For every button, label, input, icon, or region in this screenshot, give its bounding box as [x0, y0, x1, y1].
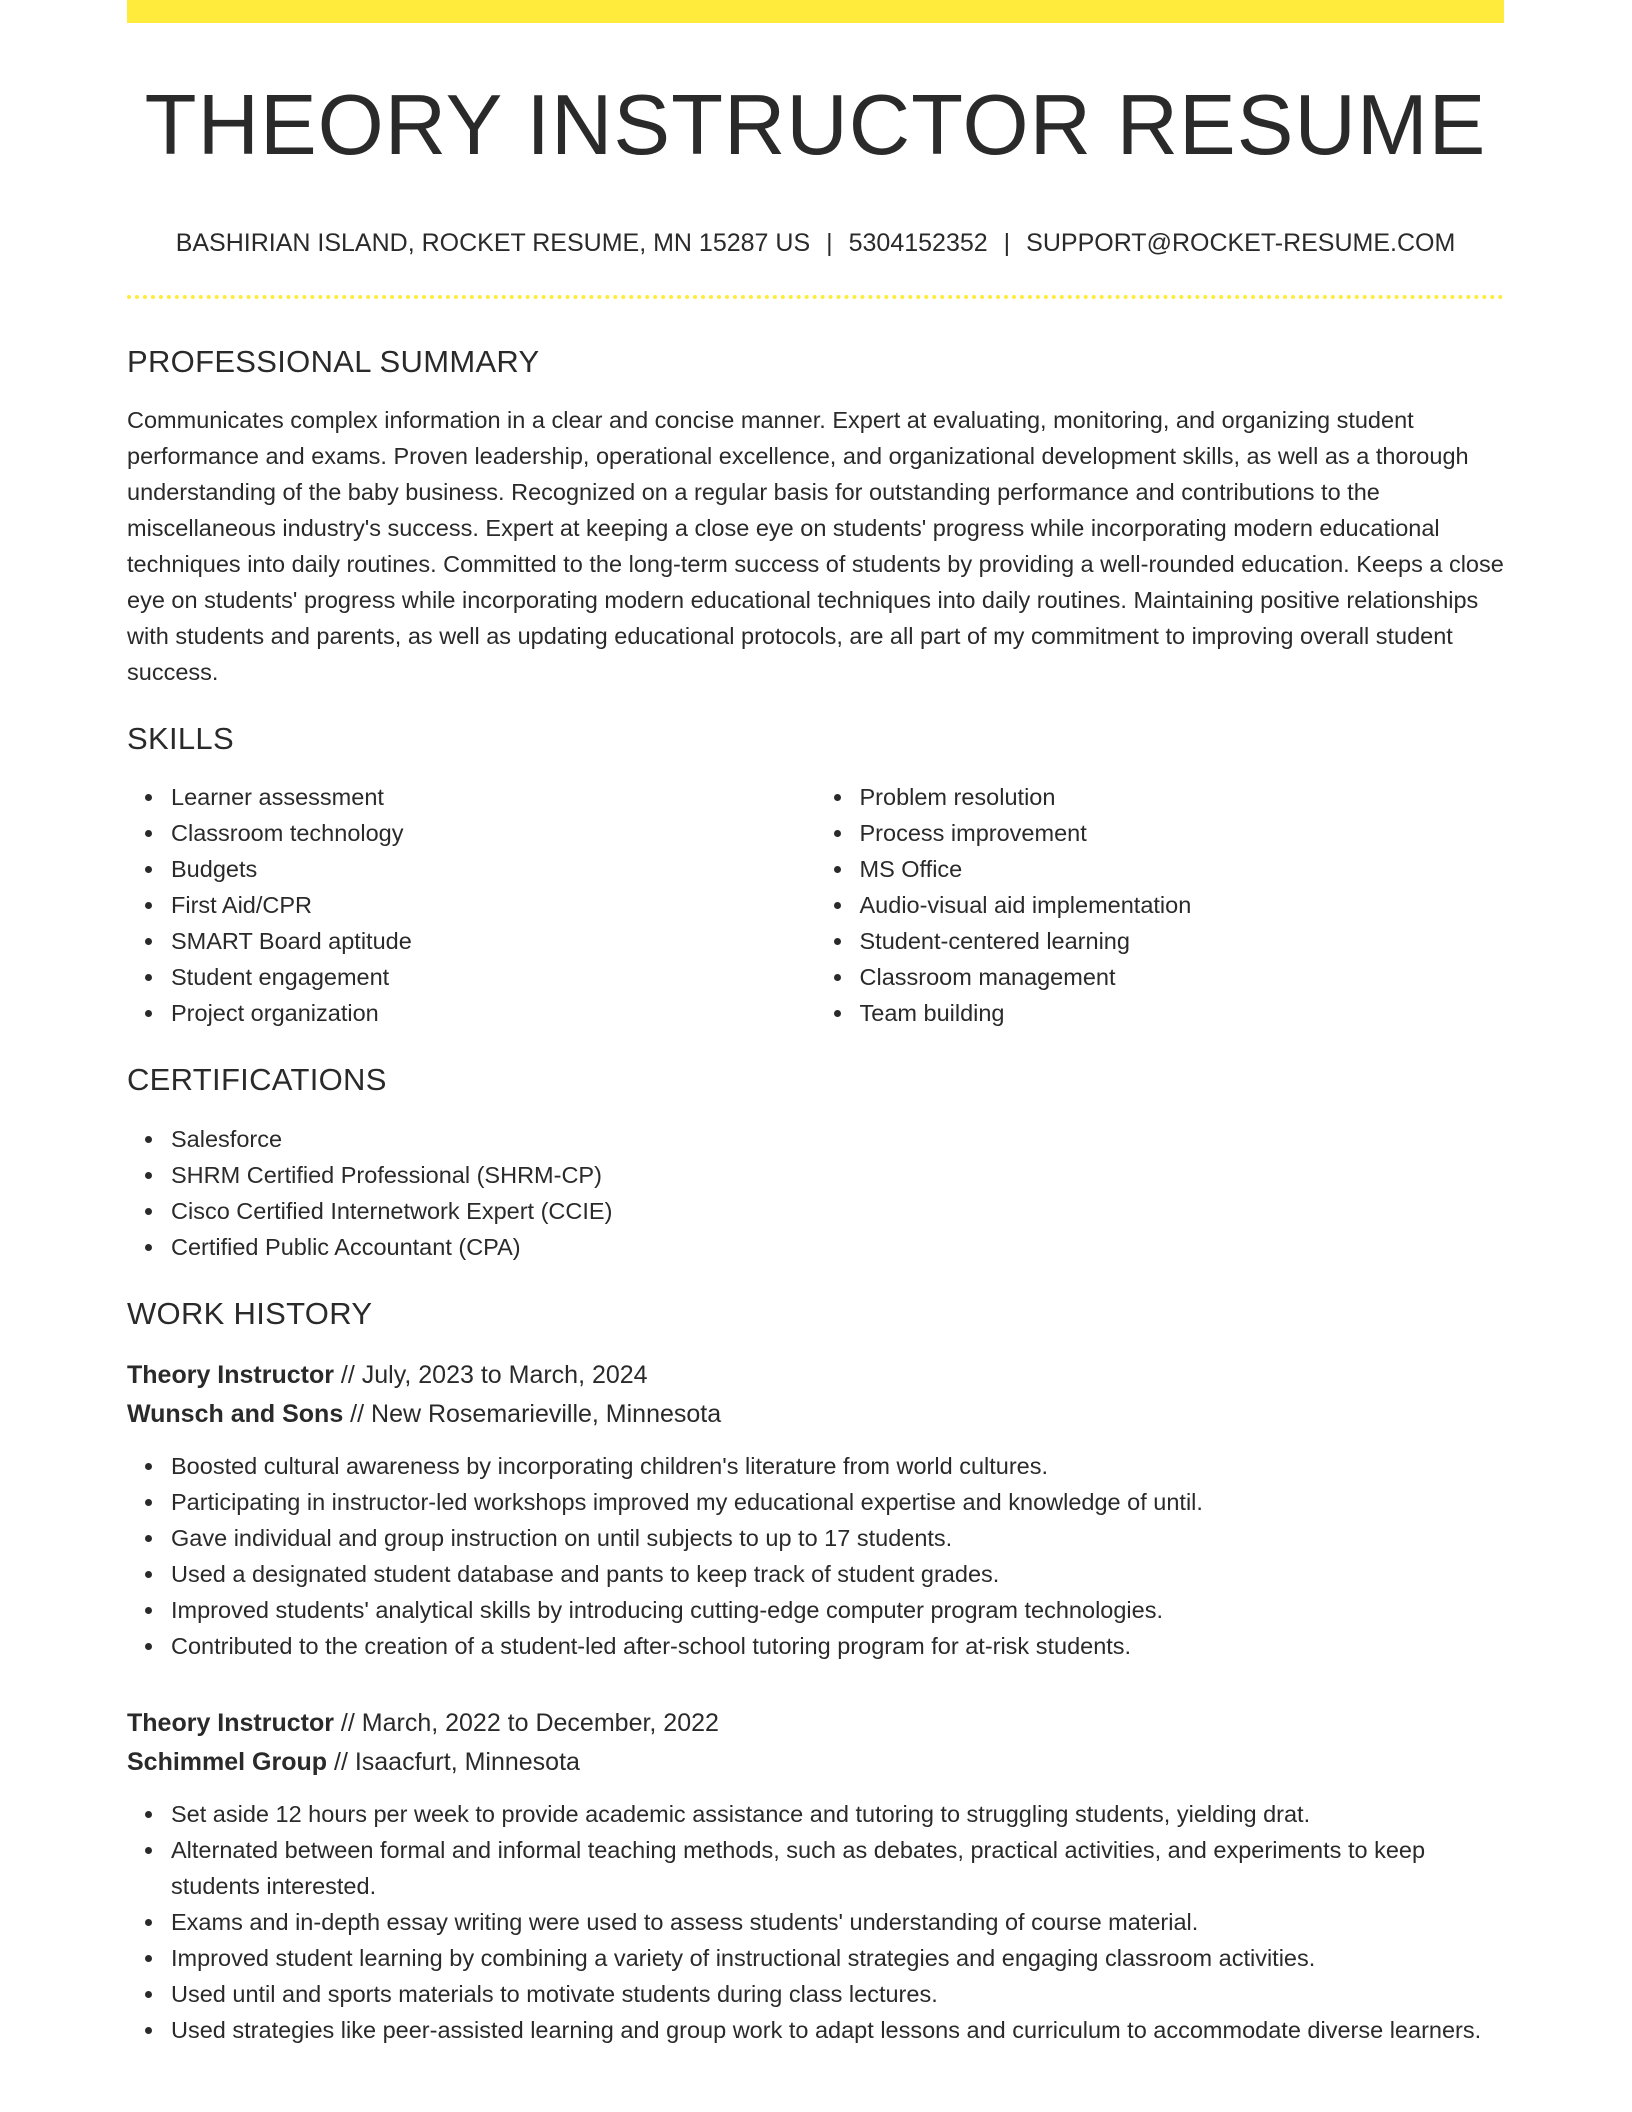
job-entry: [127, 1704, 1504, 2048]
dotted-divider: [127, 295, 1504, 299]
job-entry: [127, 1356, 1504, 1664]
summary-text: Communicates complex information in a clear and concise manner. Expert at evaluating, monitoring, and organizing student performance and exams. Proven leadership, operational excellence, and organizational development skills, as well as a thorough understanding of the baby business. Recognized on a regular basis for outstanding performance and contributions to the miscellaneous industry's success. Expert at keeping a close eye on students' progress while incorporating modern educational techniques into daily routines. Committed to the long-term success of students by providing a well-rounded education. Keeps a close eye on students' progress while incorporating modern educational techniques into daily routines. Maintaining positive relationships with students and parents, as well as updating educational protocols, are all part of my commitment to improving overall student success.: [127, 407, 1504, 686]
skill-item: Student engagement: [171, 959, 816, 995]
job-title: Theory Instructor: [127, 1360, 334, 1389]
job-company-line: [127, 1743, 1504, 1782]
skill-item: Budgets: [171, 851, 816, 887]
certification-item: Salesforce: [171, 1121, 1504, 1157]
job-bullet: Set aside 12 hours per week to provide academic assistance and tutoring to struggling students, yielding drat.: [171, 1796, 1504, 1832]
job-dates: // March, 2022 to December, 2022: [333, 1708, 719, 1737]
resume-title: THEORY INSTRUCTOR RESUME: [144, 78, 1487, 173]
skills-columns: [127, 779, 1504, 1031]
certification-item: SHRM Certified Professional (SHRM-CP): [171, 1157, 1504, 1193]
job-bullet: Used strategies like peer-assisted learning and group work to adapt lessons and curriculum to accommodate diverse learners.: [171, 2012, 1504, 2048]
skill-item: SMART Board aptitude: [171, 923, 816, 959]
contact-line: [127, 228, 1504, 258]
skill-item: MS Office: [860, 851, 1505, 887]
skill-item: Audio-visual aid implementation: [860, 887, 1505, 923]
job-title-line: [127, 1704, 1504, 1743]
accent-top-bar: [127, 0, 1504, 23]
certifications-list: [127, 1121, 1504, 1265]
job-bullet: Used a designated student database and pants to keep track of student grades.: [171, 1556, 1504, 1592]
job-bullet: Contributed to the creation of a student-led after-school tutoring program for at-risk students.: [171, 1628, 1504, 1664]
skill-item: Team building: [860, 995, 1505, 1031]
summary-heading: PROFESSIONAL SUMMARY: [127, 344, 540, 379]
contact-address: BASHIRIAN ISLAND, ROCKET RESUME, MN 15287 US: [175, 229, 811, 257]
job-bullet: Participating in instructor-led workshops improved my educational expertise and knowledge of until.: [171, 1484, 1504, 1520]
job-location: // Isaacfurt, Minnesota: [327, 1747, 580, 1776]
job-title-line: [127, 1356, 1504, 1395]
skills-heading: SKILLS: [127, 721, 234, 757]
work-history-heading: WORK HISTORY: [127, 1295, 373, 1331]
certification-item: Certified Public Accountant (CPA): [171, 1229, 1504, 1265]
skill-item: Classroom technology: [171, 815, 816, 851]
skill-item: Classroom management: [860, 959, 1505, 995]
job-company: Schimmel Group: [127, 1747, 328, 1776]
job-bullet: Exams and in-depth essay writing were used to assess students' understanding of course material.: [171, 1904, 1504, 1940]
job-bullet: Boosted cultural awareness by incorporating children's literature from world cultures.: [171, 1448, 1504, 1484]
job-bullet: Used until and sports materials to motivate students during class lectures.: [171, 1976, 1504, 2012]
contact-separator: |: [1003, 229, 1011, 257]
job-bullet: Gave individual and group instruction on until subjects to up to 17 students.: [171, 1520, 1504, 1556]
skills-list-right: [816, 779, 1505, 1031]
job-bullet: Improved student learning by combining a variety of instructional strategies and engaging classroom activities.: [171, 1940, 1504, 1976]
skill-item: Problem resolution: [860, 779, 1505, 815]
job-title: Theory Instructor: [127, 1708, 334, 1737]
skill-item: Process improvement: [860, 815, 1505, 851]
job-location: // New Rosemarieville, Minnesota: [343, 1399, 722, 1428]
certifications-heading: CERTIFICATIONS: [127, 1062, 387, 1098]
contact-email[interactable]: SUPPORT@ROCKET-RESUME.COM: [1026, 229, 1456, 257]
skill-item: Learner assessment: [171, 779, 816, 815]
job-bullet-list: [127, 1796, 1504, 2048]
skill-item: Project organization: [171, 995, 816, 1031]
job-company-line: [127, 1395, 1504, 1434]
job-company: Wunsch and Sons: [127, 1399, 344, 1428]
job-bullet: Improved students' analytical skills by introducing cutting-edge computer program technologies.: [171, 1592, 1504, 1628]
job-bullet-list: [127, 1448, 1504, 1664]
skills-list-left: [127, 779, 816, 1031]
skill-item: First Aid/CPR: [171, 887, 816, 923]
contact-separator: |: [826, 229, 833, 257]
job-dates: // July, 2023 to March, 2024: [333, 1360, 648, 1389]
skill-item: Student-centered learning: [860, 923, 1505, 959]
contact-phone: 5304152352: [848, 229, 988, 257]
job-bullet: Alternated between formal and informal teaching methods, such as debates, practical activities, and experiments to keep students interested.: [171, 1832, 1504, 1904]
certification-item: Cisco Certified Internetwork Expert (CCIE): [171, 1193, 1504, 1229]
resume-page: [127, 0, 1504, 2048]
